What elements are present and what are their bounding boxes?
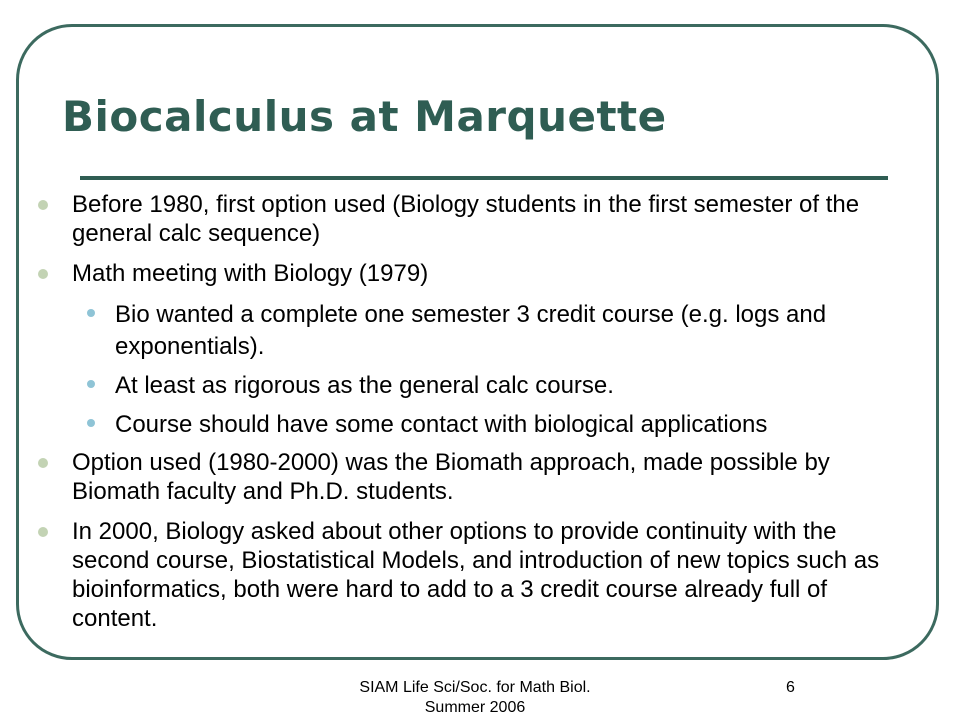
footer-caption <box>330 678 620 718</box>
sub-bullet-dot-icon <box>87 380 95 388</box>
bullet-dot-icon <box>38 458 48 468</box>
sub-bullet-text: Course should have some contact with biological applications <box>115 411 768 438</box>
page-number: 6 <box>786 679 795 696</box>
footer-line-1: SIAM Life Sci/Soc. for Math Biol. <box>359 679 591 696</box>
bullet-item <box>34 517 914 633</box>
title-underline <box>80 176 888 180</box>
slide-title: Biocalculus at Marquette <box>62 92 667 141</box>
slide-body <box>34 190 914 644</box>
bullet-item <box>34 259 914 288</box>
sub-bullet-item <box>34 299 914 363</box>
bullet-dot-icon <box>38 269 48 279</box>
sub-bullet-text: Bio wanted a complete one semester 3 credit course (e.g. logs and exponentials). <box>115 301 827 360</box>
sub-bullet-text: At least as rigorous as the general calc course. <box>115 372 614 399</box>
bullet-text: Before 1980, first option used (Biology students in the first semester of the general calc sequence) <box>72 191 860 247</box>
sub-bullet-dot-icon <box>87 419 95 427</box>
bullet-dot-icon <box>38 200 48 210</box>
sub-bullet-dot-icon <box>87 309 95 317</box>
bullet-item <box>34 448 914 506</box>
sub-bullet-item <box>34 370 914 402</box>
sub-bullet-item <box>34 409 914 441</box>
bullet-text: In 2000, Biology asked about other options to provide continuity with the second course, Biostatistical Models, and introduction of new topics such as bioinformatics, both were hard to add to a 3 credit course already full of content. <box>72 518 880 632</box>
bullet-item <box>34 190 914 248</box>
bullet-text: Math meeting with Biology (1979) <box>72 260 429 287</box>
bullet-dot-icon <box>38 527 48 537</box>
bullet-text: Option used (1980-2000) was the Biomath approach, made possible by Biomath faculty and Ph.D. students. <box>72 449 830 505</box>
footer-line-2: Summer 2006 <box>424 699 526 716</box>
